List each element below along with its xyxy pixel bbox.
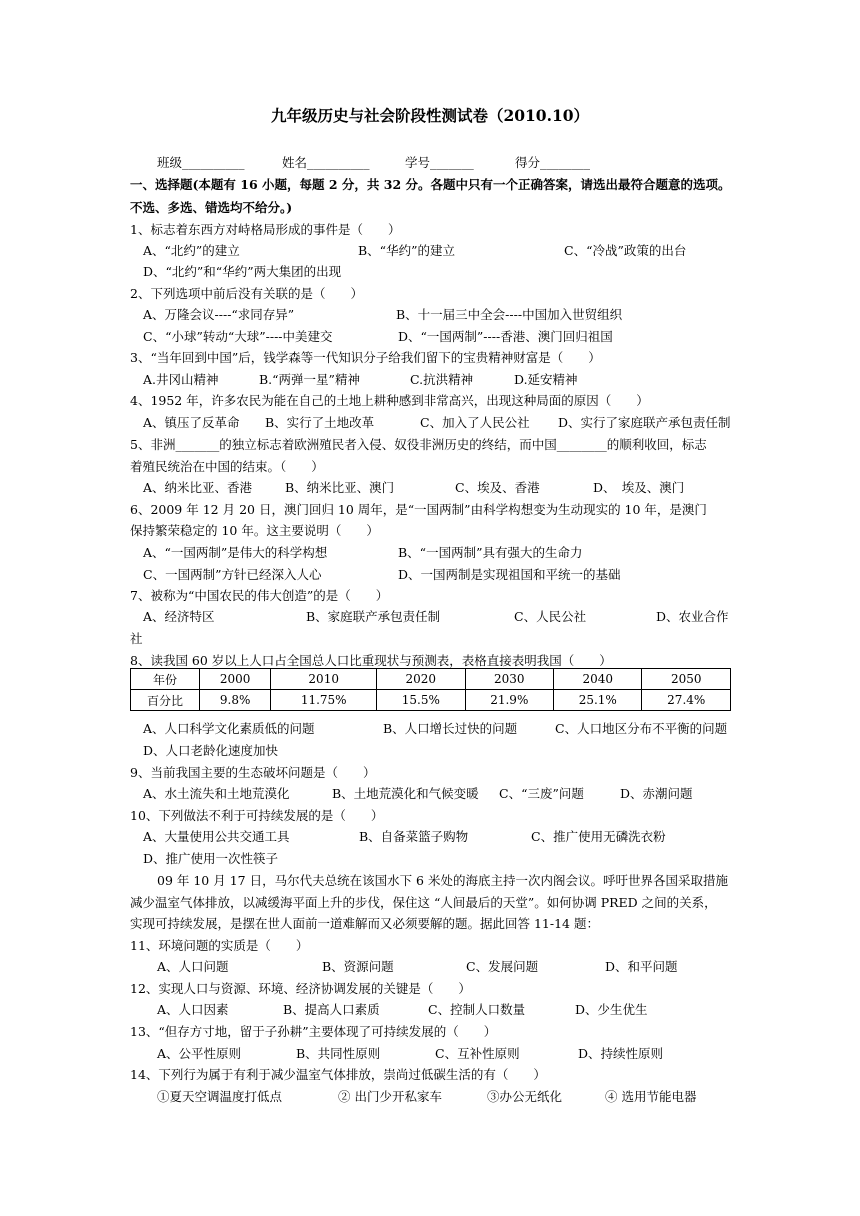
section-header: 一、选择题(本题有 16 小题，每题 2 分，共 32 分。各题中只有一个正确答案，请选出最符合题意的选项。 [130, 177, 731, 192]
q6-option-d[interactable]: D、一国两制是实现祖国和平统一的基础 [398, 567, 621, 582]
q13-option-a[interactable]: A、公平性原则 [157, 1046, 242, 1061]
q12-option-b[interactable]: B、提高人口素质 [283, 1002, 380, 1017]
q10-option-c[interactable]: C、推广使用无磷洗衣粉 [531, 829, 666, 844]
table-value-cell: 27.4% [642, 690, 731, 711]
q14-option-3[interactable]: ③办公无纸化 [487, 1089, 563, 1104]
passage-line-2: 减少温室气体排放，以减缓海平面上升的步伐，保住这 “人间最后的天堂”。如何协调 PRED 之间的关系， [130, 895, 717, 910]
page-title: 九年级历史与社会阶段性测试卷（2010.10） [270, 106, 590, 125]
q5-option-d[interactable]: D、 埃及、澳门 [593, 480, 685, 495]
q1-option-c[interactable]: C、“冷战”政策的出台 [564, 243, 687, 258]
question-1-stem: 1、标志着东西方对峙格局形成的事件是（ ） [130, 222, 401, 237]
q8-option-b[interactable]: B、人口增长过快的问题 [383, 721, 518, 736]
score-field: 得分________ [515, 155, 591, 170]
q1-option-b[interactable]: B、“华约”的建立 [358, 243, 455, 258]
question-5-stem: 5、非洲_______的独立标志着欧洲殖民者入侵、奴役非洲历史的终结，而中国________的顺利收回，标志 [130, 437, 707, 452]
table-value-cell: 25.1% [554, 690, 642, 711]
q1-option-a[interactable]: A、“北约”的建立 [143, 243, 240, 258]
question-4-stem: 4、1952 年，许多农民为能在自己的土地上耕种感到非常高兴，出现这种局面的原因（ ） [130, 393, 649, 408]
q4-option-c[interactable]: C、加入了人民公社 [420, 415, 530, 430]
table-year-cell: 2020 [377, 669, 465, 690]
section-header-cont: 不选、多选、错选均不给分。) [130, 200, 293, 215]
q5-option-c[interactable]: C、埃及、香港 [455, 480, 540, 495]
q7-option-c[interactable]: C、人民公社 [514, 609, 587, 624]
q13-option-c[interactable]: C、互补性原则 [435, 1046, 520, 1061]
q2-option-d[interactable]: D、“一国两制”----香港、澳门回归祖国 [398, 329, 613, 344]
q7-option-d[interactable]: D、农业合作 [656, 609, 729, 624]
table-value-cell: 11.75% [271, 690, 377, 711]
table-header-label: 年份 [131, 669, 200, 690]
passage-line-3: 实现可持续发展，是摆在世人面前一道难解而又必须要解的题。据此回答 11-14 题： [130, 916, 599, 931]
question-5-stem-cont: 着殖民统治在中国的结束。（ ） [130, 459, 324, 474]
question-10-stem: 10、下列做法不利于可持续发展的是（ ） [130, 808, 384, 823]
question-11-stem: 11、环境问题的实质是（ ） [130, 938, 309, 953]
q4-option-d[interactable]: D、实行了家庭联产承包责任制 [558, 415, 731, 430]
table-year-cell: 2050 [642, 669, 731, 690]
population-table [130, 668, 731, 711]
q14-option-1[interactable]: ①夏天空调温度打低点 [157, 1089, 283, 1104]
q8-option-a[interactable]: A、人口科学文化素质低的问题 [143, 721, 315, 736]
table-year-cell: 2040 [554, 669, 642, 690]
q12-option-a[interactable]: A、人口因素 [157, 1002, 229, 1017]
question-9-stem: 9、当前我国主要的生态破坏问题是（ ） [130, 765, 376, 780]
q11-option-d[interactable]: D、和平问题 [605, 959, 678, 974]
q10-option-b[interactable]: B、自备菜篮子购物 [359, 829, 469, 844]
q13-option-d[interactable]: D、持续性原则 [578, 1046, 664, 1061]
q9-option-c[interactable]: C、“三废”问题 [499, 786, 584, 801]
table-value-cell: 21.9% [465, 690, 553, 711]
q13-option-b[interactable]: B、共同性原则 [296, 1046, 381, 1061]
q5-option-b[interactable]: B、纳米比亚、澳门 [285, 480, 395, 495]
student-number-field[interactable]: 学号_______ [405, 155, 474, 170]
q3-option-a[interactable]: A.井冈山精神 [143, 372, 219, 387]
table-year-cell: 2030 [465, 669, 553, 690]
q3-option-b[interactable]: B.“两弹一星”精神 [259, 372, 360, 387]
q12-option-c[interactable]: C、控制人口数量 [428, 1002, 526, 1017]
question-6-stem: 6、2009 年 12 月 20 日，澳门回归 10 周年，是“一国两制”由科学构想变为生动现实的 10 年，是澳门 [130, 502, 707, 517]
question-6-stem-cont: 保持繁荣稳定的 10 年。这主要说明（ ） [130, 523, 379, 538]
passage-line-1: 09 年 10 月 17 日，马尔代夫总统在该国水下 6 米处的海底主持一次内阁会议。呼吁世界各国采取措施 [157, 873, 728, 888]
q2-option-b[interactable]: B、十一届三中全会----中国加入世贸组织 [396, 307, 623, 322]
table-year-cell: 2000 [200, 669, 271, 690]
q2-option-c[interactable]: C、“小球”转动“大球”----中美建交 [143, 329, 333, 344]
q7-option-b[interactable]: B、家庭联产承包责任制 [306, 609, 441, 624]
q9-option-d[interactable]: D、赤潮问题 [620, 786, 693, 801]
name-field[interactable]: 姓名__________ [282, 155, 370, 170]
q11-option-b[interactable]: B、资源问题 [322, 959, 394, 974]
q3-option-d[interactable]: D.延安精神 [514, 372, 578, 387]
q9-option-b[interactable]: B、土地荒漠化和气候变暖 [332, 786, 479, 801]
q3-option-c[interactable]: C.抗洪精神 [410, 372, 474, 387]
q6-option-b[interactable]: B、“一国两制”具有强大的生命力 [398, 545, 583, 560]
question-7-stem: 7、被称为“中国农民的伟大创造”的是（ ） [130, 588, 389, 603]
q2-option-a[interactable]: A、万隆会议----“求同存异” [143, 307, 295, 322]
table-value-cell: 15.5% [377, 690, 465, 711]
question-14-stem: 14、下列行为属于有利于减少温室气体排放，崇尚过低碳生活的有（ ） [130, 1067, 546, 1082]
table-year-cell: 2010 [271, 669, 377, 690]
class-field[interactable]: 班级__________ [157, 155, 245, 170]
q11-option-c[interactable]: C、发展问题 [466, 959, 539, 974]
q7-option-a[interactable]: A、经济特区 [143, 609, 215, 624]
q11-option-a[interactable]: A、人口问题 [157, 959, 229, 974]
table-row-label: 百分比 [131, 690, 200, 711]
q6-option-c[interactable]: C、一国两制”方针已经深入人心 [143, 567, 322, 582]
q1-option-d[interactable]: D、“北约”和“华约”两大集团的出现 [143, 264, 342, 279]
q10-option-d[interactable]: D、推广使用一次性筷子 [143, 851, 279, 866]
q4-option-b[interactable]: B、实行了土地改革 [265, 415, 375, 430]
question-3-stem: 3、“当年回到中国”后，钱学森等一代知识分子给我们留下的宝贵精神财富是（ ） [130, 350, 601, 365]
question-12-stem: 12、实现人口与资源、环境、经济协调发展的关键是（ ） [130, 981, 471, 996]
q8-option-c[interactable]: C、人口地区分布不平衡的问题 [555, 721, 728, 736]
table-row [131, 690, 731, 711]
table-value-cell: 9.8% [200, 690, 271, 711]
q14-option-4[interactable]: ④ 选用节能电器 [605, 1089, 697, 1104]
q14-option-2[interactable]: ② 出门少开私家车 [338, 1089, 442, 1104]
q10-option-a[interactable]: A、大量使用公共交通工具 [143, 829, 290, 844]
q5-option-a[interactable]: A、纳米比亚、香港 [143, 480, 253, 495]
q7-option-d-wrap: 社 [130, 631, 143, 646]
table-row [131, 669, 731, 690]
q12-option-d[interactable]: D、少生优生 [575, 1002, 648, 1017]
q8-option-d[interactable]: D、人口老龄化速度加快 [143, 743, 279, 758]
question-2-stem: 2、下列选项中前后没有关联的是（ ） [130, 286, 363, 301]
question-8-stem: 8、读我国 60 岁以上人口占全国总人口比重现状与预测表，表格直接表明我国（ ） [130, 653, 612, 668]
question-13-stem: 13、“但存方寸地，留于子孙耕”主要体现了可持续发展的（ ） [130, 1024, 497, 1039]
q9-option-a[interactable]: A、水土流失和土地荒漠化 [143, 786, 290, 801]
q6-option-a[interactable]: A、“一国两制”是伟大的科学构想 [143, 545, 328, 560]
q4-option-a[interactable]: A、镇压了反革命 [143, 415, 240, 430]
